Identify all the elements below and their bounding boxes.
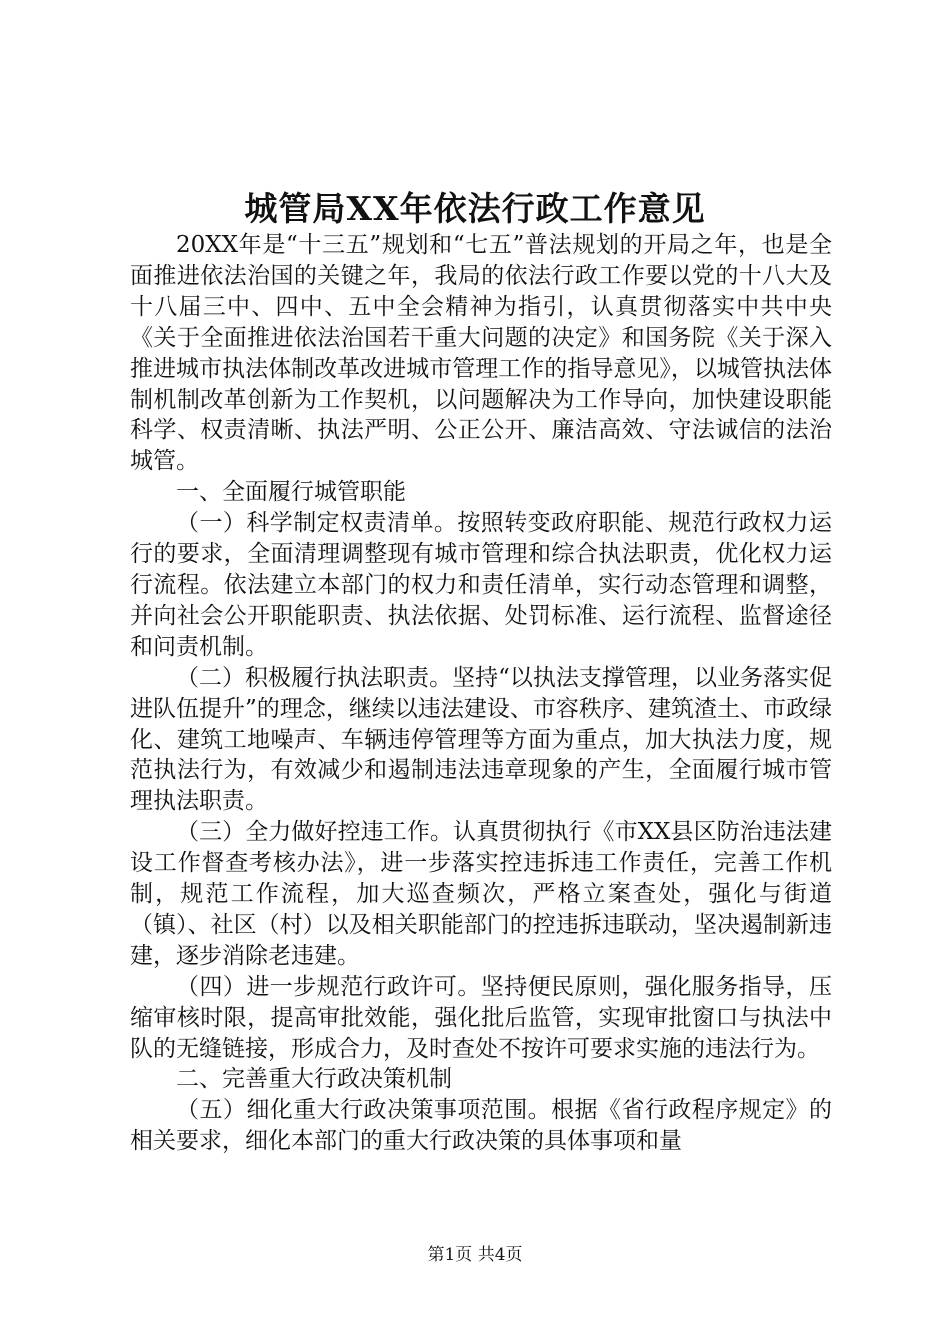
paragraph-item-3: （三）全力做好控违工作。认真贯彻执行《市XX县区防治违法建设工作督查考核办法》，进一步落实控违拆违工作责任，完善工作机制，规范工作流程，加大巡查频次，严格立案查处，强化与街道（镇）、社区（村）以及相关职能部门的控违拆违联动，坚决遏制新违建，逐步消除老违建。	[130, 819, 832, 969]
paragraph-item-1: （一）科学制定权责清单。按照转变政府职能、规范行政权力运行的要求，全面清理调整现有城市管理和综合执法职责，优化权力运行流程。依法建立本部门的权力和责任清单，实行动态管理和调整，并向社会公开职能职责、执法依据、处罚标准、运行流程、监督途径和问责机制。	[130, 510, 832, 660]
document-title: 城管局XX年依法行政工作意见	[244, 189, 706, 228]
page-footer: 第1页 共4页	[427, 1245, 523, 1265]
section-heading-2: 二、完善重大行政决策机制	[176, 1066, 452, 1093]
paragraph-item-2: （二）积极履行执法职责。坚持“以执法支撑管理，以业务落实促进队伍提升”的理念，继续以违法建设、市容秩序、建筑渣土、市政绿化、建筑工地噪声、车辆违停管理等方面为重点，加大执法力度，规范执法行为，有效减少和遏制违法违章现象的产生，全面履行城市管理执法职责。	[130, 664, 832, 815]
paragraph-item-5: （五）细化重大行政决策事项范围。根据《省行政程序规定》的相关要求，细化本部门的重大行政决策的具体事项和量	[130, 1097, 832, 1155]
paragraph-item-4: （四）进一步规范行政许可。坚持便民原则，强化服务指导，压缩审核时限，提高审批效能，强化批后监管，实现审批窗口与执法中队的无缝链接，形成合力，及时查处不按许可要求实施的违法行为。	[130, 973, 832, 1062]
intro-paragraph: 20XX年是“十三五”规划和“七五”普法规划的开局之年，也是全面推进依法治国的关键之年，我局的依法行政工作要以党的十八大及十八届三中、四中、五中全会精神为指引，认真贯彻落实中共中央《关于全面推进依法治国若干重大问题的决定》和国务院《关于深入推进城市执法体制改革改进城市管理工作的指导意见》，以城管执法体制机制改革创新为工作契机，以问题解决为工作导向，加快建设职能科学、权责清晰、执法严明、公正公开、廉洁高效、守法诚信的法治城管。	[130, 232, 832, 475]
document-body	[130, 230, 832, 1157]
section-heading-1: 一、全面履行城管职能	[176, 479, 406, 506]
